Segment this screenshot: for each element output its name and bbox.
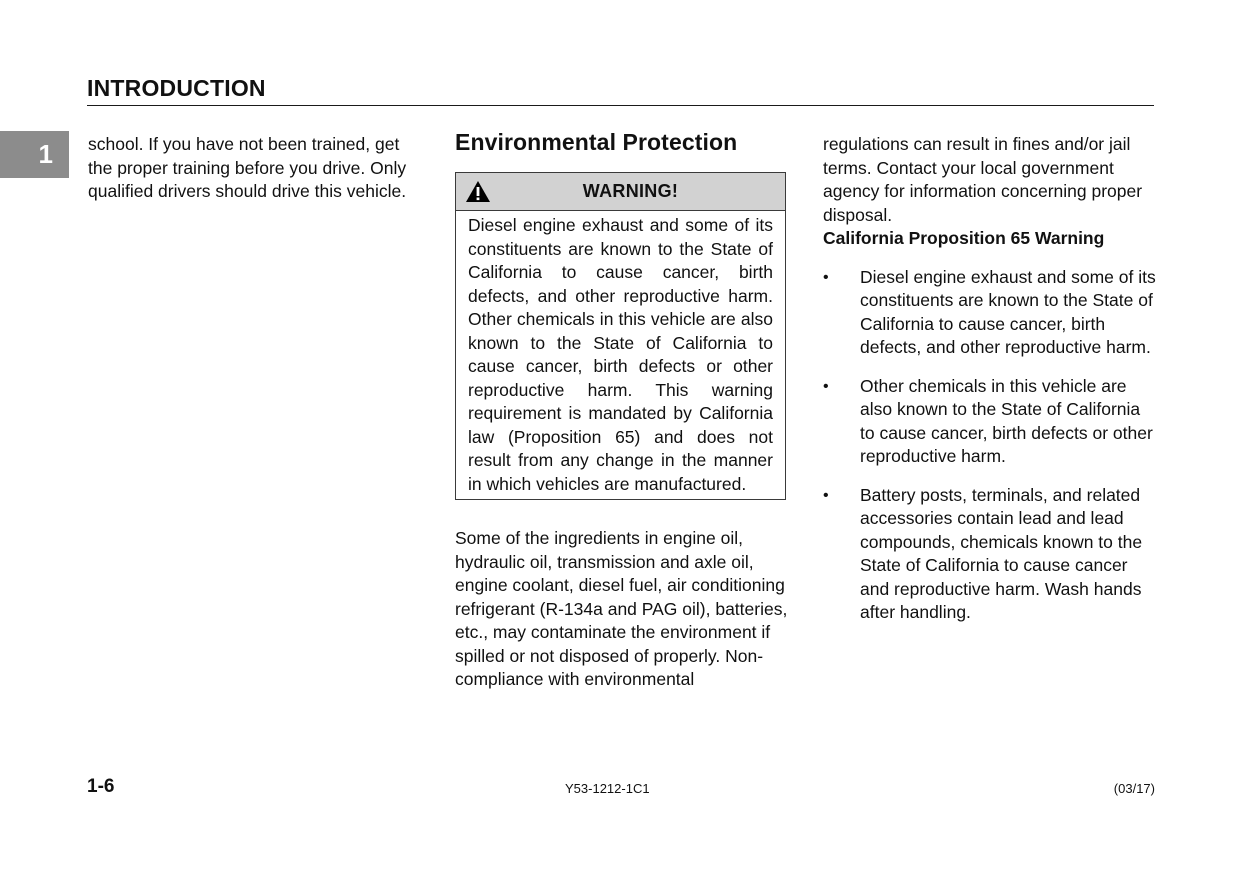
- document-code: Y53-1212-1C1: [565, 781, 650, 796]
- column-1: [88, 133, 418, 204]
- bullet-icon: •: [823, 377, 829, 395]
- prop65-bullet-list: [823, 266, 1158, 625]
- revision-date: (03/17): [1113, 781, 1155, 796]
- list-item-text: Diesel engine exhaust and some of its constituents are known to the State of California to cause cancer, birth defects, and other reproductive harm.: [860, 266, 1156, 357]
- environmental-protection-heading: Environmental Protection: [455, 129, 738, 155]
- list-item: [823, 375, 1158, 469]
- warning-box: [455, 172, 786, 500]
- chapter-tab: [0, 131, 69, 178]
- list-item-text: Battery posts, terminals, and related accessories contain lead and lead compounds, chemicals known to the State of California to cause cancer and reproductive harm. Wash hands after handling.: [860, 484, 1143, 622]
- column-2: [455, 126, 788, 692]
- list-item: [823, 266, 1158, 360]
- page-number: 1-6: [87, 776, 115, 797]
- prop65-subheading: California Proposition 65 Warning: [823, 228, 1105, 248]
- warning-body: Diesel engine exhaust and some of its constituents are known to the State of California to cause cancer, birth defects, and other reproductive harm. Other chemicals in this vehicle are also known to the State of California to cause cancer, birth defects or other reproductive harm. This warning requirement is mandated by California law (Proposition 65) and does not result from any change in the manner in which vehicles are manufactured.: [468, 215, 773, 494]
- chapter-number: 1: [38, 139, 53, 169]
- warning-label: WARNING!: [582, 180, 679, 201]
- bullet-icon: •: [823, 268, 829, 286]
- body-paragraph: school. If you have not been trained, get the proper training before you drive. Only qualified drivers should drive this vehicle.: [88, 134, 407, 201]
- page-header: [87, 74, 1154, 106]
- list-item: [823, 484, 1158, 625]
- column-3: [823, 133, 1158, 640]
- environment-paragraph: Some of the ingredients in engine oil, hydraulic oil, transmission and axle oil, engine coolant, diesel fuel, air conditioning refrigerant (R-134a and PAG oil), batteries, etc., may contaminate the environment if spilled or not disposed of properly. Non-compliance with environmental: [455, 528, 788, 689]
- bullet-icon: •: [823, 486, 829, 504]
- regulations-paragraph: regulations can result in fines and/or jail terms. Contact your local government agency for information concerning proper disposal.: [823, 134, 1143, 225]
- page-footer: [87, 776, 1155, 800]
- warning-triangle-icon: [465, 180, 491, 203]
- list-item-text: Other chemicals in this vehicle are also known to the State of California to cause cancer, birth defects or other reproductive harm.: [860, 375, 1153, 466]
- warning-header: [456, 173, 785, 211]
- section-title: INTRODUCTION: [87, 75, 266, 101]
